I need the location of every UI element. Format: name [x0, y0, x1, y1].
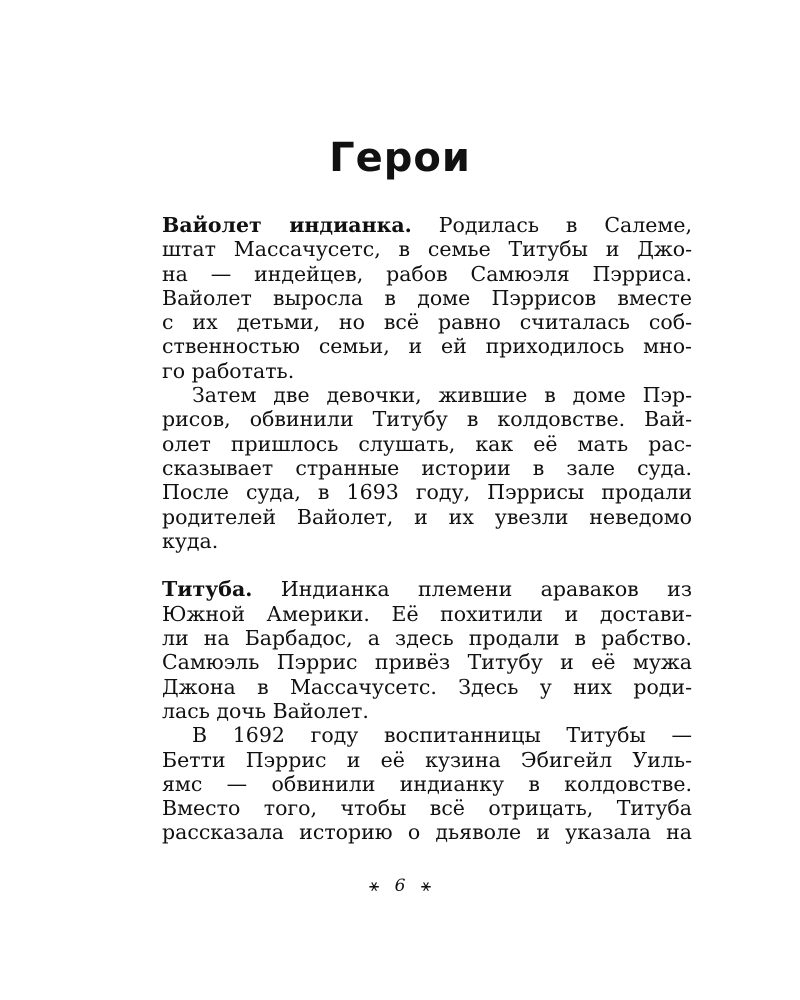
text-line: штат Массачусетс, в семье Титубы и Джо- — [162, 237, 692, 262]
page-footer — [0, 873, 800, 898]
text-line: Затем две девочки, жившие в доме Пэр- — [192, 383, 692, 408]
page-title: Герои — [329, 135, 471, 181]
text-line: После суда, в 1693 году, Пэррисы продали — [162, 480, 692, 505]
section-gap — [162, 553, 692, 577]
text-line: сказывает странные истории в зале суда. — [162, 455, 692, 480]
text-line: олет пришлось слушать, как её мать рас- — [162, 431, 692, 456]
text-line: куда. — [162, 528, 219, 553]
text-line: Титуба. Индианка племени араваков из — [162, 577, 692, 602]
text-line: ственностью семьи, и ей приходилось мно- — [162, 334, 692, 359]
ornament-left-icon: ⚹ — [368, 875, 380, 896]
text-line: на — индейцев, рабов Самюэля Пэрриса. — [162, 261, 692, 286]
text-line: ли на Барбадос, а здесь продали в рабство. — [162, 626, 692, 651]
text-line: Джона в Массачусетс. Здесь у них роди- — [162, 674, 692, 699]
text-line: с их детьми, но всё равно считалась соб- — [162, 310, 692, 335]
section-violet — [162, 213, 692, 553]
character-name: Титуба. — [162, 577, 253, 602]
text-line: ямс — обвинили индианку в колдовстве. — [162, 771, 692, 796]
text-line: Самюэль Пэррис привёз Титубу и её мужа — [162, 650, 692, 675]
section-tituba — [162, 577, 692, 844]
page-number: 6 — [394, 875, 406, 896]
text-line: Южной Америки. Её похитили и достави- — [162, 601, 692, 626]
text-line: рассказала историю о дьяволе и указала на — [162, 820, 692, 845]
text-line: рисов, обвинили Титубу в колдовстве. Вай- — [162, 407, 692, 432]
ornament-right-icon: ⚹ — [420, 875, 432, 896]
text-line: лась дочь Вайолет. — [162, 698, 369, 723]
text-line: Вместо того, чтобы всё отрицать, Титуба — [162, 796, 692, 821]
body-text — [162, 213, 692, 845]
text-line: Бетти Пэррис и её кузина Эбигейл Уиль- — [162, 747, 692, 772]
text-line: В 1692 году воспитанницы Титубы — — [192, 723, 692, 748]
text-line: Вайолет выросла в доме Пэррисов вместе — [162, 285, 692, 310]
character-name: Вайолет индианка. — [162, 213, 412, 237]
text-line: родителей Вайолет, и их увезли неведомо — [162, 504, 692, 529]
text-line: Вайолет индианка. Родилась в Салеме, — [162, 213, 692, 237]
text-line: го работать. — [162, 358, 295, 383]
